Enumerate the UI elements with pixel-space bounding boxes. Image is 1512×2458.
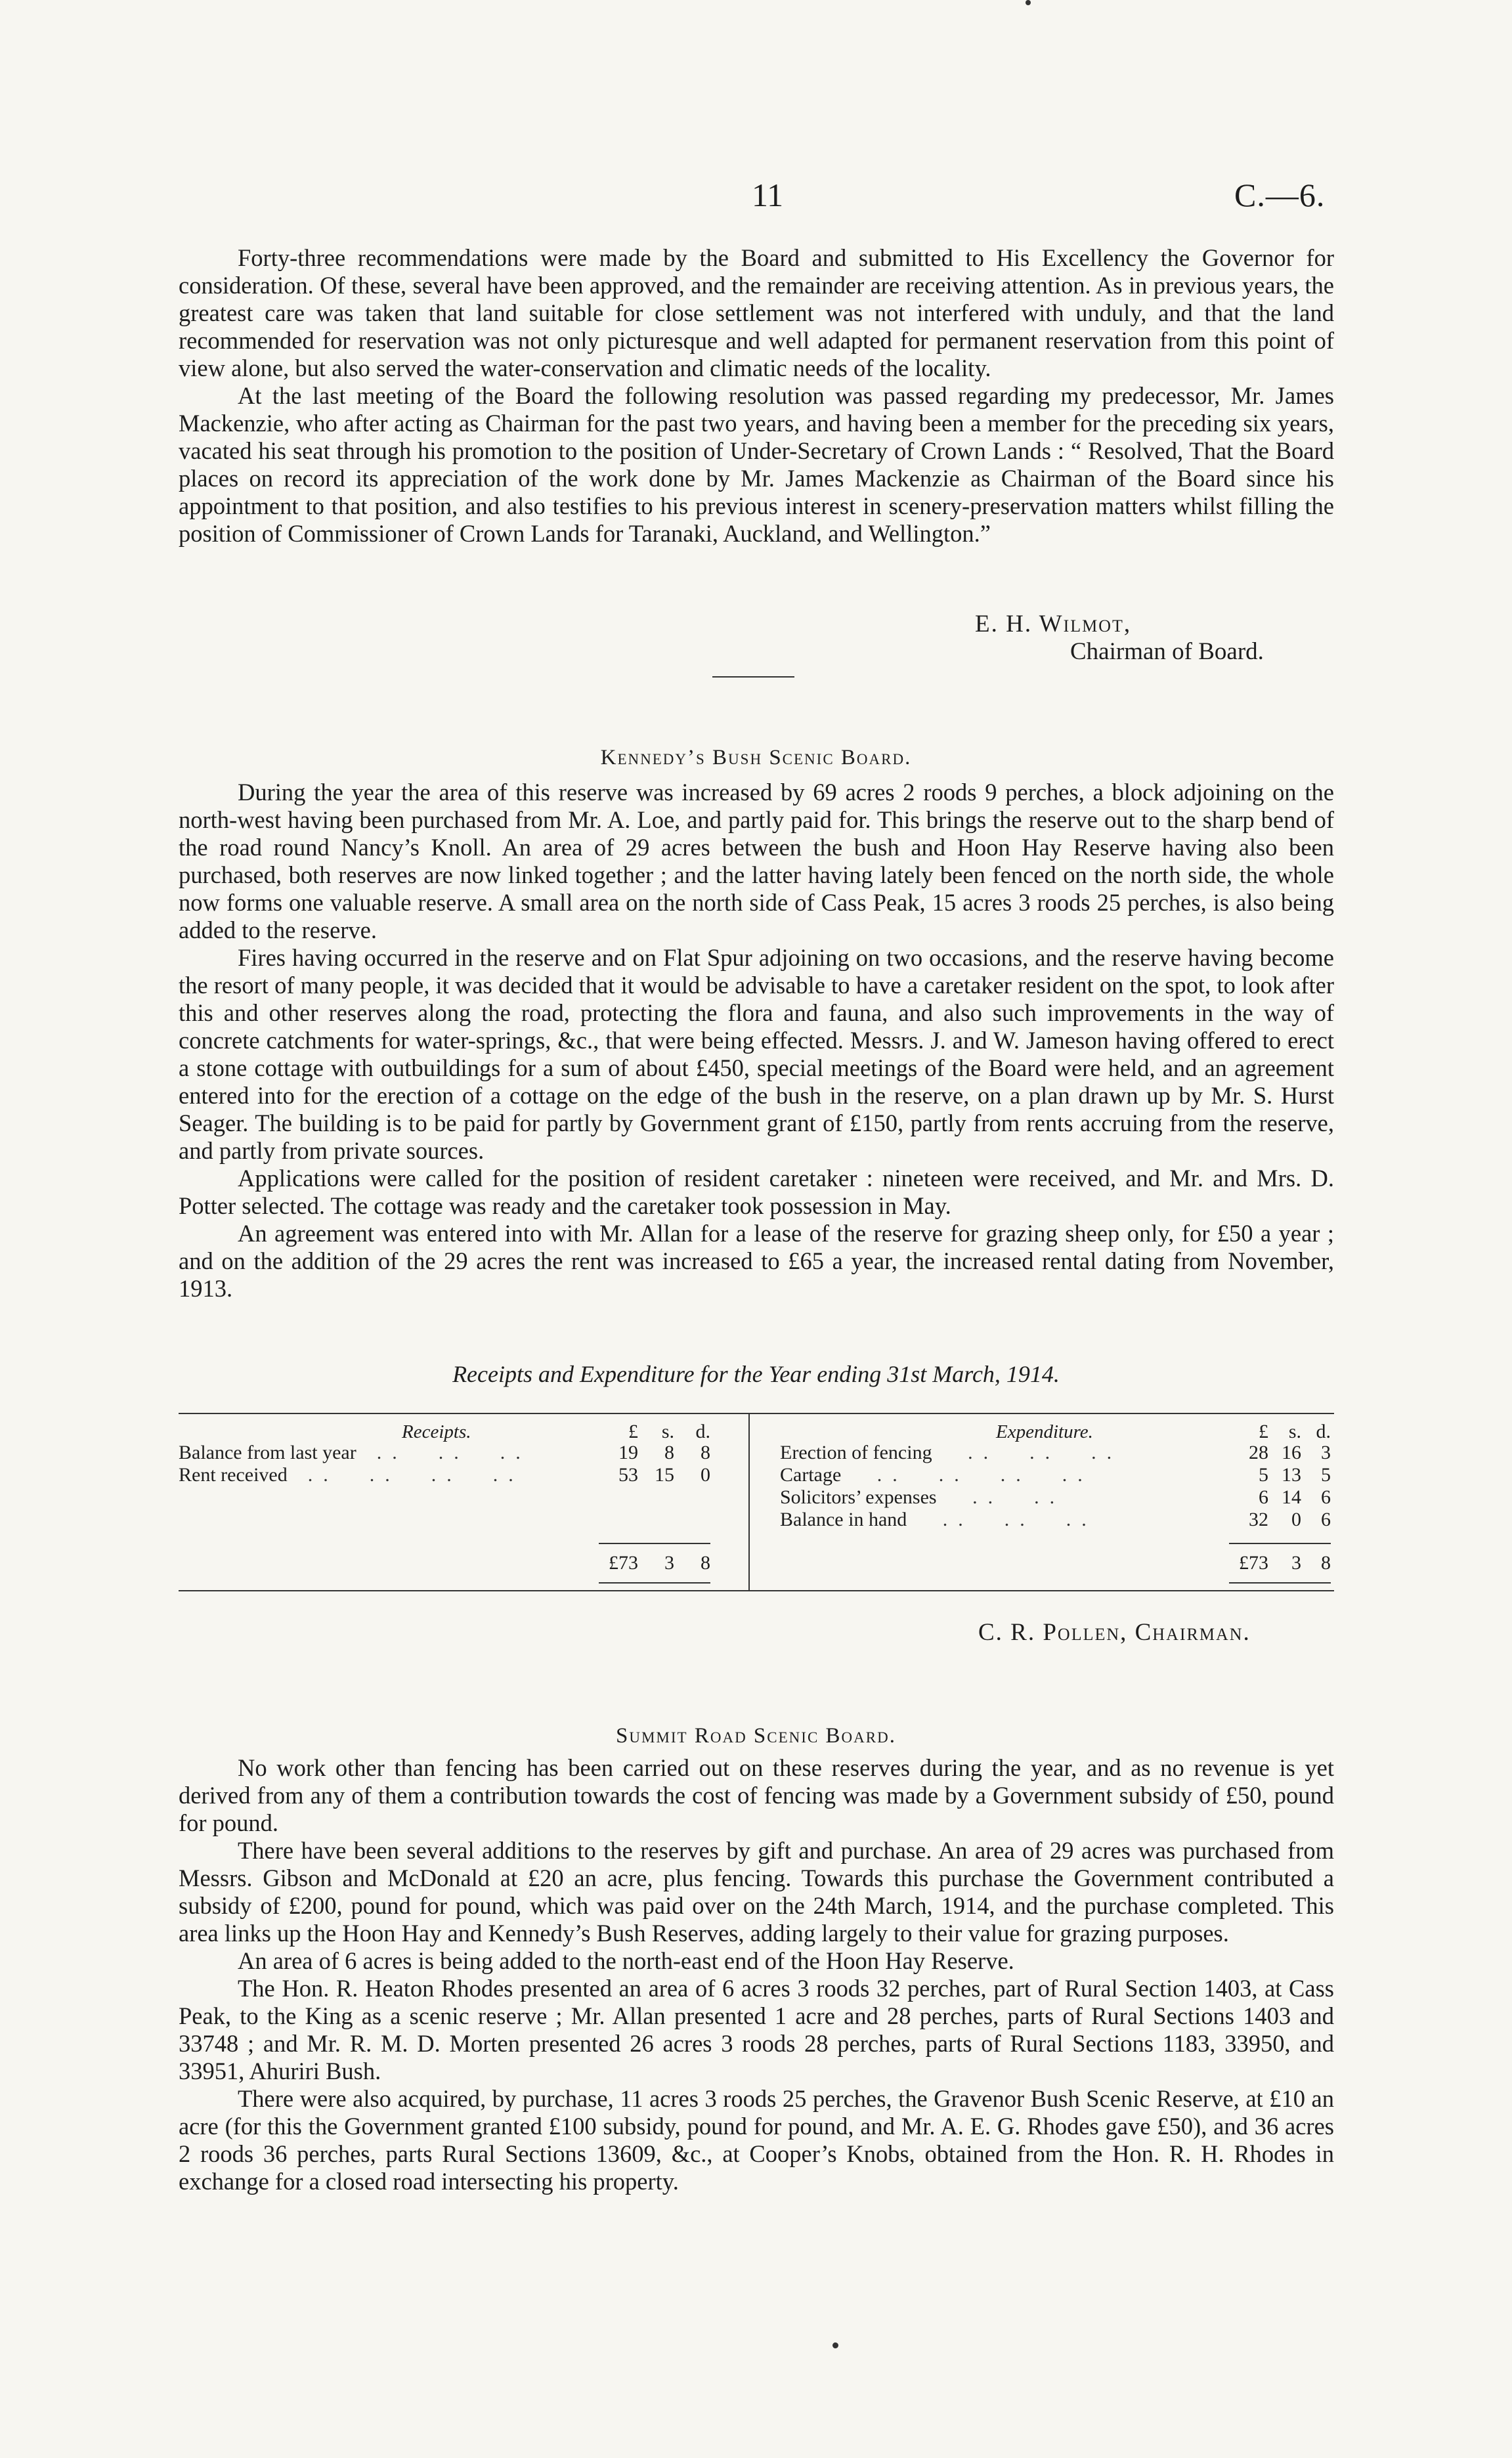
paragraph: Fires having occurred in the reserve and on Flat Spur adjoining on two occasions, and the reserve having become the resort of many people, it was decided that it would be advisable to have a caretaker resident on the spot, to look after this and other reserves along the road, protecting the flora and fauna, and also such improvements in the way of concrete catchments for water-springs, &c., that were being effected. Messrs. J. and W. Jameson having offered to erect a stone cottage with outbuildings for a sum of about £450, special meetings of the Board were held, and an agreement entered into for the erection of a cottage on the edge of the bush in the reserve, on a plan drawn up by Mr. S. Hurst Seager. The building is to be paid for partly by Government grant of £150, partly from rents accruing from the reserve, and partly from private sources. <box>179 944 1334 1164</box>
receipts-total-pence: 8 <box>701 1552 710 1574</box>
wilmot-section-body <box>179 244 1334 548</box>
shillings-cell: 15 <box>655 1464 674 1486</box>
table-divider <box>748 1413 750 1590</box>
paragraph: There were also acquired, by purchase, 11 acres 3 roods 25 perches, the Gravenor Bush Scenic Reserve, at £10 an acre (for this the Government granted £100 subsidy, pound for pound, and Mr. A. E. G. Rhodes gave £50), and 36 acres 2 roods 36 perches, parts Rural Sections 13609, &c., at Cooper’s Knobs, obtained from the Hon. R. H. Rhodes in exchange for a closed road intersecting his property. <box>179 2085 1334 2195</box>
expenditure-total-pounds: £73 <box>1239 1552 1268 1574</box>
pence-cell: 5 <box>1321 1464 1331 1486</box>
scan-speck <box>832 2342 838 2348</box>
total-rule <box>599 1543 710 1544</box>
kennedy-section-body <box>179 779 1334 1303</box>
table-title: Receipts and Expenditure for the Year ending 31st March, 1914. <box>452 1361 1060 1387</box>
expenditure-total-shillings: 3 <box>1291 1552 1301 1574</box>
pounds-header: £ <box>1259 1421 1268 1442</box>
section-divider <box>712 676 794 678</box>
total-rule <box>1229 1543 1331 1544</box>
total-underline <box>599 1582 710 1584</box>
paragraph: During the year the area of this reserve was increased by 69 acres 2 roods 9 perches, a block adjoining on the north-west having been purchased from Mr. A. Loe, and partly paid for. This brings the reserve out to the sharp bend of the road round Nancy’s Knoll. An area of 29 acres between the bush and Hoon Hay Reserve having also been purchased, both reserves are now linked together ; and the latter having lately been fenced on the north side, the whole now forms one valuable reserve. A small area on the north side of Cass Peak, 15 acres 3 roods 25 perches, is also being added to the reserve. <box>179 779 1334 943</box>
pounds-cell: 32 <box>1249 1509 1268 1530</box>
pence-cell: 8 <box>701 1442 710 1463</box>
expenditure-heading: Expenditure. <box>996 1421 1093 1442</box>
row-label: Balance in hand <box>780 1509 907 1530</box>
shillings-cell: 8 <box>664 1442 674 1463</box>
leader-dots: .. .. .. <box>937 1442 1123 1463</box>
leader-dots: .. .. <box>941 1486 1066 1508</box>
table-bottom-rule <box>179 1590 1334 1591</box>
kennedy-heading-text: Kennedy’s Bush Scenic Board. <box>600 746 912 769</box>
shillings-cell: 16 <box>1282 1442 1301 1463</box>
pence-cell: 0 <box>701 1464 710 1486</box>
table-top-rule <box>179 1413 1334 1414</box>
pounds-cell: 53 <box>618 1464 638 1486</box>
pounds-header: £ <box>628 1421 638 1442</box>
table-row <box>780 1442 1122 1464</box>
row-label: Solicitors’ expenses <box>780 1486 937 1508</box>
pence-header: d. <box>1316 1421 1331 1442</box>
kennedy-signature: C. R. Pollen, Chairman. <box>978 1619 1251 1646</box>
receipts-total-shillings: 3 <box>664 1552 674 1574</box>
pence-cell: 3 <box>1321 1442 1331 1463</box>
table-row <box>780 1464 1093 1486</box>
pence-cell: 6 <box>1321 1486 1331 1508</box>
row-label: Rent received <box>179 1464 288 1486</box>
receipts-total-pounds: £73 <box>609 1552 638 1574</box>
section-heading <box>0 746 1512 770</box>
pounds-cell: 19 <box>618 1442 638 1463</box>
row-label: Cartage <box>780 1464 842 1486</box>
section-heading <box>0 1724 1512 1748</box>
total-underline <box>1229 1582 1331 1584</box>
shillings-cell: 0 <box>1291 1509 1301 1530</box>
pounds-cell: 6 <box>1259 1486 1268 1508</box>
page-number: 11 <box>752 177 784 213</box>
shillings-cell: 13 <box>1282 1464 1301 1486</box>
paragraph: An area of 6 acres is being added to the north-east end of the Hoon Hay Reserve. <box>238 1947 1014 1974</box>
scan-speck <box>1026 0 1031 5</box>
leader-dots: .. .. .. <box>911 1509 1097 1530</box>
paragraph: Forty-three recommendations were made by the Board and submitted to His Excellency the Governor for consideration. Of these, several have been approved, and the remainder are receiving attention. As in previous years, the greatest care was taken that land suitable for close settlement was not interfered with unduly, and that the land recommended for reservation was not only picturesque and well adapted for permanent reservation from this point of view alone, but also served the water-conservation and climatic needs of the locality. <box>179 244 1334 381</box>
leader-dots: .. .. .. <box>361 1442 531 1463</box>
paragraph: There have been several additions to the reserves by gift and purchase. An area of 29 acres was purchased from Messrs. Gibson and McDonald at £20 an acre, plus fencing. Towards this purchase the Government contributed a subsidy of £200, pound for pound, which was paid over on the 24th March, 1914, and the purchase completed. This area links up the Hoon Hay and Kennedy’s Bush Reserves, adding largely to their value for grazing purposes. <box>179 1837 1334 1947</box>
paragraph: At the last meeting of the Board the following resolution was passed regarding my predecessor, Mr. James Mackenzie, who after acting as Chairman for the past two years, and having been a member for the preceding six years, vacated his seat through his promotion to the position of Under-Secretary of Crown Lands : “ Resolved, That the Board places on record its appreciation of the work done by Mr. James Mackenzie as Chairman of the Board since his appointment to that position, and also testifies to his previous interest in scenery-preservation matters whilst filling the position of Commissioner of Crown Lands for Taranaki, Auckland, and Wellington.” <box>179 382 1334 547</box>
pounds-cell: 5 <box>1259 1464 1268 1486</box>
table-row <box>179 1442 531 1464</box>
document-reference: C.—6. <box>1234 177 1326 213</box>
table-row <box>780 1509 1097 1531</box>
shillings-header: s. <box>661 1421 674 1442</box>
row-label: Balance from last year <box>179 1442 356 1463</box>
leader-dots: .. .. .. .. <box>846 1464 1093 1486</box>
leader-dots: .. .. .. .. <box>292 1464 524 1486</box>
shillings-cell: 14 <box>1282 1486 1301 1508</box>
table-row <box>780 1486 1065 1509</box>
shillings-header: s. <box>1288 1421 1301 1442</box>
row-label: Erection of fencing <box>780 1442 932 1463</box>
accounts-table <box>179 1413 1334 1610</box>
pence-header: d. <box>695 1421 710 1442</box>
paragraph: An agreement was entered into with Mr. Allan for a lease of the reserve for grazing sheep only, for £50 a year ; and on the addition of the 29 acres the rent was increased to £65 a year, the increased rental dating from November, 1913. <box>179 1220 1334 1302</box>
table-row <box>179 1464 524 1486</box>
summit-section-body <box>179 1754 1334 2195</box>
pounds-cell: 28 <box>1249 1442 1268 1463</box>
pence-cell: 6 <box>1321 1509 1331 1530</box>
signature-title: Chairman of Board. <box>1070 638 1264 665</box>
paragraph: No work other than fencing has been carried out on these reserves during the year, and as no revenue is yet derived from any of them a contribution towards the cost of fencing was made by a Government subsidy of £50, pound for pound. <box>179 1754 1334 1836</box>
paragraph: The Hon. R. Heaton Rhodes presented an area of 6 acres 3 roods 32 perches, part of Rural Section 1403, at Cass Peak, to the King as a scenic reserve ; Mr. Allan presented 1 acre and 28 perches, parts of Rural Sections 1403 and 33748 ; and Mr. R. M. D. Morten presented 26 acres 3 roods 28 perches, parts of Rural Sections 1183, 33950, and 33951, Ahuriri Bush. <box>179 1975 1334 2084</box>
summit-heading-text: Summit Road Scenic Board. <box>616 1724 896 1748</box>
paragraph: Applications were called for the position of resident caretaker : nineteen were received, and Mr. and Mrs. D. Potter selected. The cottage was ready and the caretaker took possession in May. <box>179 1165 1334 1219</box>
signature-name: E. H. Wilmot, <box>975 611 1132 637</box>
expenditure-total-pence: 8 <box>1321 1552 1331 1574</box>
receipts-heading: Receipts. <box>402 1421 471 1442</box>
